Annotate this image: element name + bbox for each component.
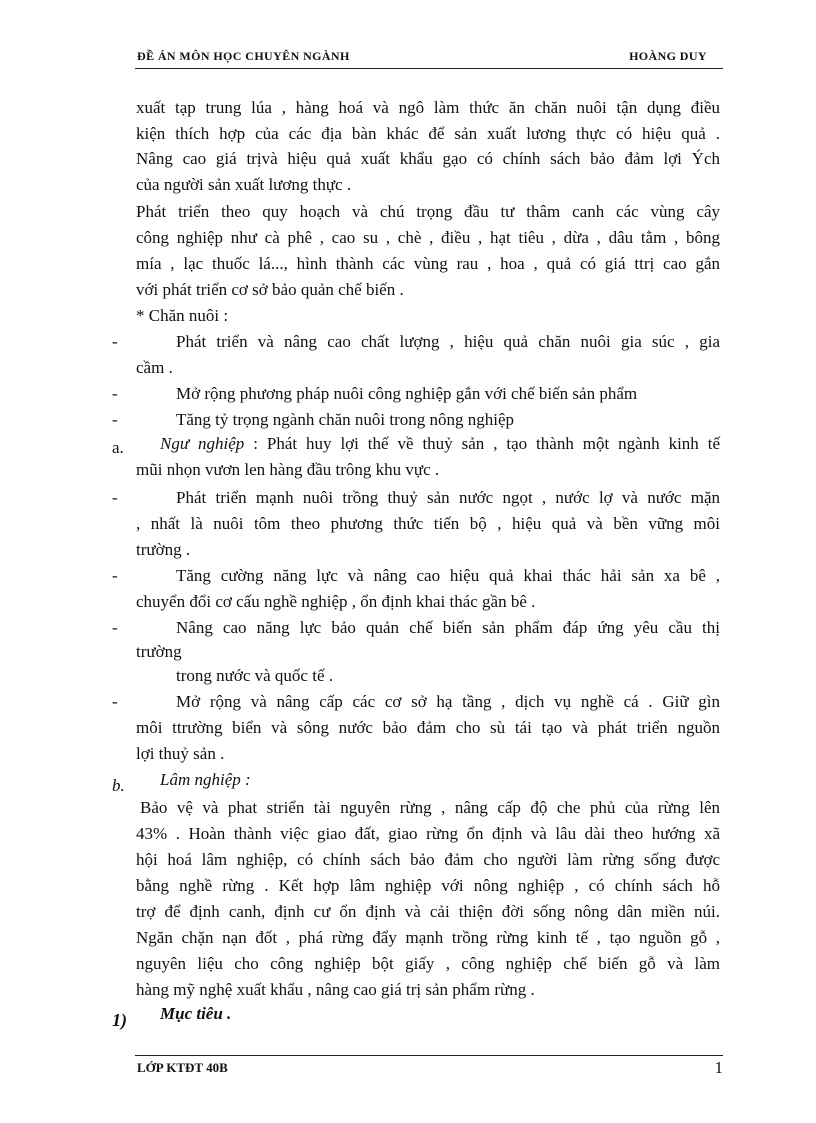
list-dash: - (112, 618, 118, 637)
body-line: Bảo vệ và phat striển tài nguyên rừng , nâng cấp độ che phủ của rừng lên (140, 798, 720, 817)
header-author: HOÀNG DUY (629, 49, 707, 63)
body-line-ngu-nghiep: Ngư nghiệp : Phát huy lợi thế về thuỷ sản , tạo thành một ngành kinh tế (160, 434, 720, 453)
body-line: bằng nghề rừng . Kết hợp lâm nghiệp với nông nghiệp , có chính sách hỗ (136, 876, 720, 895)
body-line: Nâng cao giá trịvà hiệu quả xuất khẩu gạo có chính sách bảo đảm lợi Ých (136, 149, 720, 168)
body-line: hội hoá lâm nghiệp, có chính sách bảo đảm cho người làm rừng sống được (136, 850, 720, 869)
body-line: hàng mỹ nghệ xuất khẩu , nâng cao giá trị sản phẩm rừng . (136, 980, 535, 999)
body-line: Phát triển và nâng cao chất lượng , hiệu quả chăn nuôi gia súc , gia (176, 332, 720, 351)
page-footer (135, 1055, 723, 1077)
list-dash: - (112, 332, 118, 351)
body-line: Phát triển theo quy hoạch và chú trọng đầu tư thâm canh các vùng cây (136, 202, 720, 221)
section-number-1: 1) (112, 1010, 127, 1030)
body-line: lợi thuỷ sản . (136, 744, 225, 763)
body-line: , nhất là nuôi tôm theo phương thức tiến bộ , hiệu quả và bền vững môi (136, 514, 720, 533)
body-line: nguyên liệu cho công nghiệp bột giấy , công nghiệp chế biến gỗ và làm (136, 954, 720, 973)
body-line: mía , lạc thuốc lá..., hình thành các vùng rau , hoa , quả có giá ttrị cao gắn (136, 254, 720, 273)
subheading-chan-nuoi: * Chăn nuôi : (136, 306, 229, 325)
section-muc-tieu: Mục tiêu . (160, 1004, 232, 1023)
body-line: xuất tạp trung lúa , hàng hoá và ngô làm thức ăn chăn nuôi tận dụng điều (136, 98, 720, 117)
list-dash: - (112, 566, 118, 585)
body-line: với phát triển cơ sở bảo quản chế biến . (136, 280, 404, 299)
body-line: trường (136, 642, 182, 661)
list-dash: - (112, 384, 118, 403)
body-line: mũi nhọn vươn len hàng đầu trông khu vực . (136, 460, 440, 479)
body-line: trợ để định canh, định cư ổn định và cải thiện đời sống nông dân miền núi. (136, 902, 720, 921)
section-ngu-nghiep: Ngư nghiệp (160, 434, 245, 453)
body-line: Nâng cao năng lực bảo quản chế biến sản phẩm đáp ứng yêu cầu thị (176, 618, 720, 637)
list-dash: - (112, 692, 118, 711)
body-line: trong nước và quốc tế . (176, 666, 333, 685)
list-dash: - (112, 410, 118, 429)
body-line: cầm . (136, 358, 173, 377)
body-line: môi ttrường biển và sông nước bảo đảm cho sù tái tạo và phát triển nguồn (136, 718, 720, 737)
body-line: của người sản xuất lương thực . (136, 175, 352, 194)
list-dash: - (112, 488, 118, 507)
body-line: Mở rộng và nâng cấp các cơ sở hạ tầng , dịch vụ nghề cá . Giữ gìn (176, 692, 720, 711)
page-header (135, 44, 723, 69)
section-lam-nghiep: Lâm nghiệp : (160, 770, 251, 789)
body-line: Tăng tỷ trọng ngành chăn nuôi trong nông nghiệp (176, 410, 515, 429)
body-line: Tăng cường năng lực và nâng cao hiệu quả khai thác hải sản xa bê , (176, 566, 720, 585)
list-marker-b: b. (112, 776, 125, 795)
body-line: 43% . Hoàn thành việc giao đất, giao rừng ổn định và lâu dài theo hướng xã (136, 824, 720, 843)
footer-class: LỚP KTĐT 40B (137, 1060, 228, 1075)
body-line: kiện thích hợp của các địa bàn khác để sản xuất lương thực có hiệu quả . (136, 124, 720, 143)
body-line: trường . (136, 540, 191, 559)
body-line: Mở rộng phương pháp nuôi công nghiệp gắn với chế biến sản phẩm (176, 384, 638, 403)
list-marker-a: a. (112, 438, 124, 457)
body-line: chuyển đổi cơ cấu nghề nghiệp , ổn định khai thác gần bê . (136, 592, 536, 611)
header-title: ĐỀ ÁN MÔN HỌC CHUYÊN NGÀNH (137, 49, 350, 63)
page-number: 1 (714, 1058, 723, 1077)
body-line: công nghiệp như cà phê , cao su , chè , điều , hạt tiêu , dừa , dâu tằm , bông (136, 228, 720, 247)
body-line: Phát triển mạnh nuôi trồng thuỷ sản nước ngọt , nước lợ và nước mặn (176, 488, 720, 507)
body-line: Ngăn chặn nạn đốt , phá rừng đẩy mạnh trồng rừng kinh tế , tạo nguồn gỗ , (136, 928, 720, 947)
